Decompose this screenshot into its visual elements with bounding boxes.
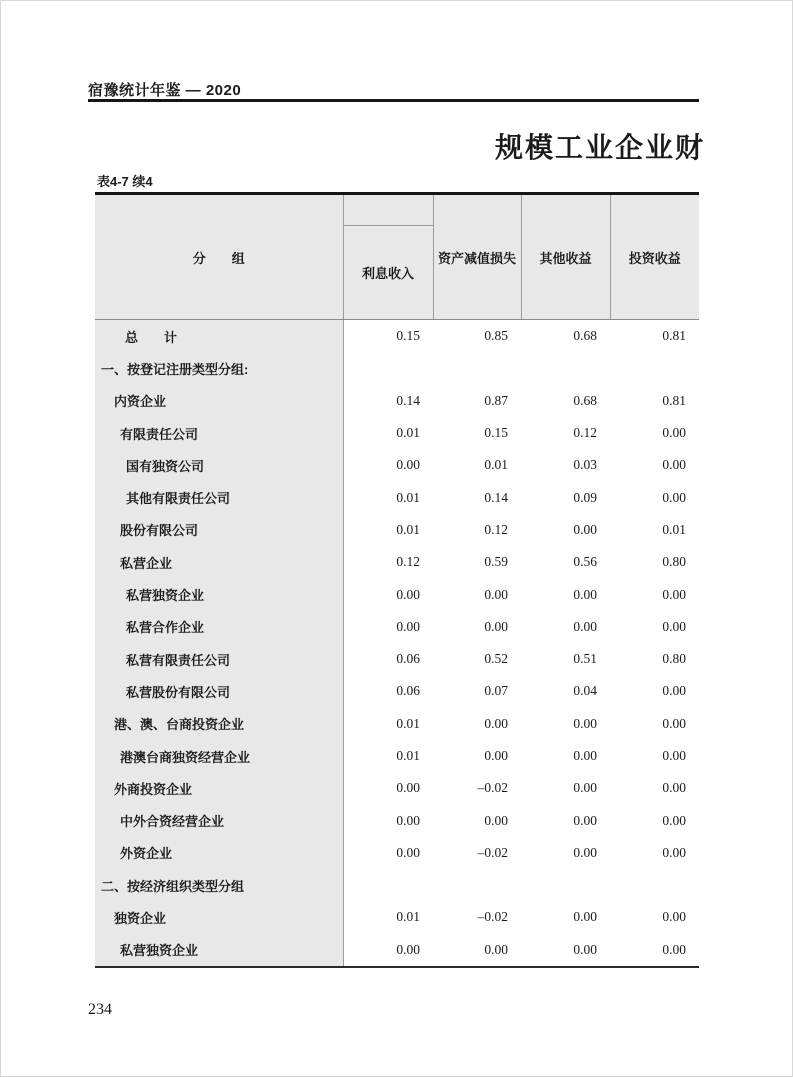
column-header-other-income: 其他收益 xyxy=(521,194,610,320)
table-row xyxy=(95,804,699,836)
row-label: 独资企业 xyxy=(95,901,343,933)
table-row xyxy=(95,449,699,481)
cell-value: 0.00 xyxy=(521,514,610,546)
cell-value: 0.00 xyxy=(610,578,699,610)
cell-value: 0.00 xyxy=(433,611,521,643)
table-row xyxy=(95,869,699,901)
cell-value: 0.00 xyxy=(343,611,433,643)
cell-value: 0.07 xyxy=(433,675,521,707)
cell-value: 0.03 xyxy=(521,449,610,481)
row-label: 外资企业 xyxy=(95,837,343,869)
row-label: 中外合资经营企业 xyxy=(95,804,343,836)
cell-value: 0.14 xyxy=(343,385,433,417)
cell-value: 0.15 xyxy=(343,320,433,353)
cell-value: 0.01 xyxy=(343,417,433,449)
cell-value: 0.00 xyxy=(343,578,433,610)
row-label: 私营有限责任公司 xyxy=(95,643,343,675)
cell-value: 0.04 xyxy=(521,675,610,707)
cell-value: 0.68 xyxy=(521,320,610,353)
table-header xyxy=(95,194,699,320)
cell-value: 0.00 xyxy=(433,708,521,740)
cell-value: 0.01 xyxy=(343,708,433,740)
cell-value: 0.01 xyxy=(610,514,699,546)
cell-value: 0.00 xyxy=(610,708,699,740)
running-header: 宿豫统计年鉴 — 2020 xyxy=(88,82,242,99)
cell-value xyxy=(433,869,521,901)
table-row xyxy=(95,320,699,353)
table-row xyxy=(95,675,699,707)
cell-value: 0.00 xyxy=(610,901,699,933)
cell-value: 0.00 xyxy=(610,611,699,643)
cell-value: 0.00 xyxy=(610,481,699,513)
cell-value: 0.00 xyxy=(343,837,433,869)
cell-value xyxy=(521,352,610,384)
cell-value: 0.85 xyxy=(433,320,521,353)
page-number: 234 xyxy=(88,1001,112,1018)
column-header-group: 分 组 xyxy=(95,194,343,320)
table-body xyxy=(95,320,699,967)
cell-value: 0.00 xyxy=(433,934,521,967)
cell-value: 0.51 xyxy=(521,643,610,675)
cell-value xyxy=(343,869,433,901)
table-row xyxy=(95,352,699,384)
cell-value: –0.02 xyxy=(433,837,521,869)
row-label: 国有独资公司 xyxy=(95,449,343,481)
cell-value: 0.00 xyxy=(433,740,521,772)
cell-value: 0.00 xyxy=(610,837,699,869)
table-row xyxy=(95,578,699,610)
cell-value: 0.06 xyxy=(343,643,433,675)
table-row xyxy=(95,514,699,546)
column-header-empty-cell xyxy=(343,194,433,226)
row-label: 私营合作企业 xyxy=(95,611,343,643)
cell-value: 0.00 xyxy=(433,804,521,836)
table-row xyxy=(95,546,699,578)
cell-value: 0.00 xyxy=(521,611,610,643)
cell-value: 0.00 xyxy=(343,934,433,967)
cell-value: 0.12 xyxy=(343,546,433,578)
cell-value: 0.68 xyxy=(521,385,610,417)
cell-value: 0.59 xyxy=(433,546,521,578)
cell-value: 0.01 xyxy=(343,481,433,513)
cell-value: 0.14 xyxy=(433,481,521,513)
cell-value: 0.12 xyxy=(521,417,610,449)
cell-value: 0.01 xyxy=(343,514,433,546)
cell-value xyxy=(610,869,699,901)
row-label: 私营独资企业 xyxy=(95,934,343,967)
header-rule xyxy=(88,99,699,102)
column-header-asset-impairment: 资产减值损失 xyxy=(433,194,521,320)
cell-value: 0.00 xyxy=(610,934,699,967)
cell-value: 0.00 xyxy=(610,772,699,804)
cell-value: 0.81 xyxy=(610,320,699,353)
column-header-investment-income: 投资收益 xyxy=(610,194,699,320)
cell-value: 0.00 xyxy=(521,934,610,967)
table-row xyxy=(95,708,699,740)
table-row xyxy=(95,934,699,967)
cell-value: 0.00 xyxy=(521,772,610,804)
row-label: 私营股份有限公司 xyxy=(95,675,343,707)
cell-value: 0.00 xyxy=(343,804,433,836)
cell-value: 0.01 xyxy=(343,740,433,772)
cell-value xyxy=(343,352,433,384)
cell-value xyxy=(521,869,610,901)
row-label: 总 计 xyxy=(95,320,343,353)
row-label: 私营独资企业 xyxy=(95,578,343,610)
row-label: 外商投资企业 xyxy=(95,772,343,804)
table-row xyxy=(95,611,699,643)
table-row xyxy=(95,481,699,513)
cell-value xyxy=(433,352,521,384)
cell-value: 0.56 xyxy=(521,546,610,578)
table-caption: 表4-7 续4 xyxy=(97,174,153,189)
row-label: 二、按经济组织类型分组 xyxy=(95,869,343,901)
cell-value: 0.00 xyxy=(610,804,699,836)
cell-value: 0.00 xyxy=(343,449,433,481)
cell-value: 0.80 xyxy=(610,546,699,578)
row-label: 一、按登记注册类型分组: xyxy=(95,352,343,384)
row-label: 港、澳、台商投资企业 xyxy=(95,708,343,740)
cell-value: 0.09 xyxy=(521,481,610,513)
statistics-table xyxy=(95,192,699,968)
cell-value: 0.81 xyxy=(610,385,699,417)
column-header-interest-income: 利息收入 xyxy=(343,226,433,320)
cell-value: 0.00 xyxy=(433,578,521,610)
cell-value: 0.00 xyxy=(521,578,610,610)
table-row xyxy=(95,740,699,772)
cell-value: 0.00 xyxy=(521,708,610,740)
cell-value: 0.00 xyxy=(343,772,433,804)
page-title: 规模工业企业财 xyxy=(494,133,705,164)
table-row xyxy=(95,417,699,449)
cell-value: 0.01 xyxy=(343,901,433,933)
row-label: 其他有限责任公司 xyxy=(95,481,343,513)
table-row xyxy=(95,901,699,933)
row-label: 股份有限公司 xyxy=(95,514,343,546)
table-row xyxy=(95,643,699,675)
table-row xyxy=(95,837,699,869)
cell-value: 0.12 xyxy=(433,514,521,546)
cell-value: 0.06 xyxy=(343,675,433,707)
cell-value: 0.00 xyxy=(521,804,610,836)
table-row xyxy=(95,772,699,804)
cell-value xyxy=(610,352,699,384)
cell-value: 0.00 xyxy=(521,740,610,772)
row-label: 有限责任公司 xyxy=(95,417,343,449)
cell-value: 0.00 xyxy=(521,837,610,869)
cell-value: 0.00 xyxy=(521,901,610,933)
cell-value: –0.02 xyxy=(433,901,521,933)
cell-value: 0.00 xyxy=(610,740,699,772)
cell-value: 0.80 xyxy=(610,643,699,675)
cell-value: 0.01 xyxy=(433,449,521,481)
row-label: 港澳台商独资经营企业 xyxy=(95,740,343,772)
cell-value: 0.52 xyxy=(433,643,521,675)
cell-value: –0.02 xyxy=(433,772,521,804)
cell-value: 0.00 xyxy=(610,417,699,449)
cell-value: 0.00 xyxy=(610,675,699,707)
row-label: 私营企业 xyxy=(95,546,343,578)
cell-value: 0.87 xyxy=(433,385,521,417)
cell-value: 0.15 xyxy=(433,417,521,449)
cell-value: 0.00 xyxy=(610,449,699,481)
row-label: 内资企业 xyxy=(95,385,343,417)
table-row xyxy=(95,385,699,417)
